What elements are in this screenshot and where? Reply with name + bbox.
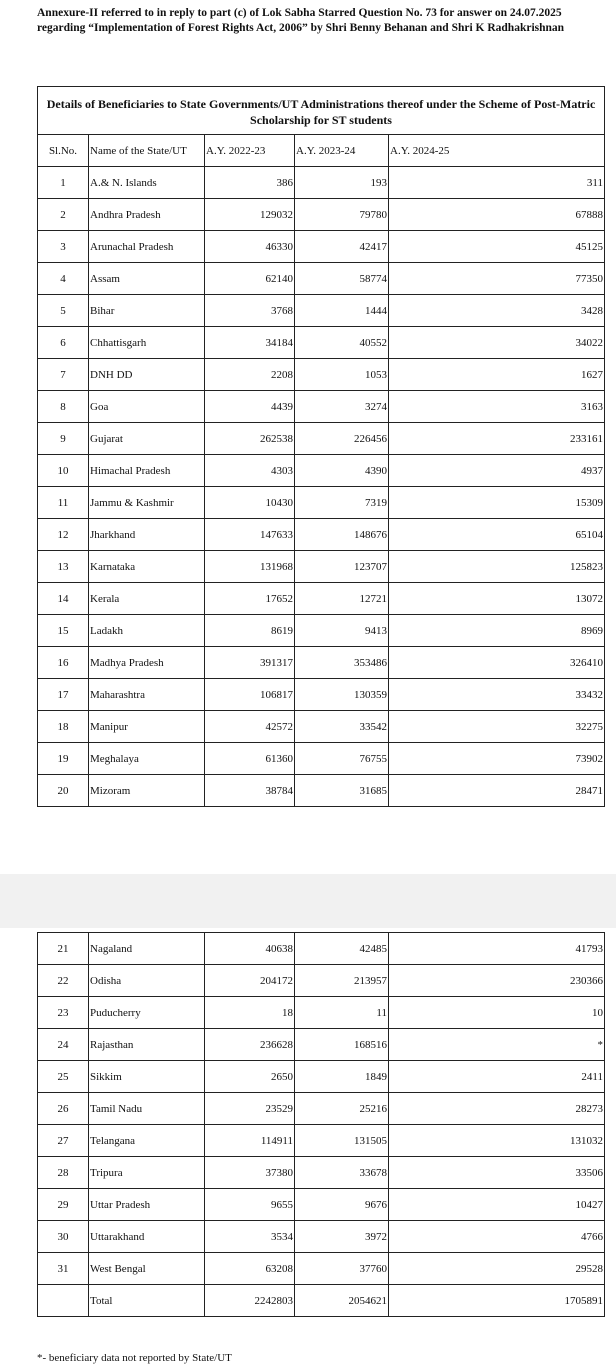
cell-sl-no: 31 (38, 1253, 89, 1285)
cell-ay-2024-25: 15309 (389, 487, 605, 519)
cell-state-name: Maharashtra (89, 679, 205, 711)
table-row (38, 1125, 605, 1157)
cell-ay-2024-25: 65104 (389, 519, 605, 551)
cell-ay-2023-24: 1849 (295, 1061, 389, 1093)
cell-ay-2022-23: 131968 (205, 551, 295, 583)
column-header-ay-2024-25: A.Y. 2024-25 (389, 135, 605, 167)
cell-ay-2022-23: 262538 (205, 423, 295, 455)
cell-state-name: Tripura (89, 1157, 205, 1189)
table-row (38, 997, 605, 1029)
table-row (38, 359, 605, 391)
cell-ay-2022-23: 3768 (205, 295, 295, 327)
cell-state-name: Telangana (89, 1125, 205, 1157)
cell-ay-2022-23: 38784 (205, 775, 295, 807)
cell-sl-no: 30 (38, 1221, 89, 1253)
table-row (38, 1189, 605, 1221)
cell-ay-2024-25: 233161 (389, 423, 605, 455)
cell-ay-2024-25: * (389, 1029, 605, 1061)
cell-ay-2022-23: 17652 (205, 583, 295, 615)
table-row (38, 231, 605, 263)
cell-ay-2023-24: 42485 (295, 933, 389, 965)
cell-ay-2022-23: 61360 (205, 743, 295, 775)
cell-ay-2024-25: 2411 (389, 1061, 605, 1093)
cell-ay-2022-23: 106817 (205, 679, 295, 711)
cell-ay-2022-23: 391317 (205, 647, 295, 679)
cell-ay-2022-23: 63208 (205, 1253, 295, 1285)
cell-state-name: Bihar (89, 295, 205, 327)
cell-ay-2023-24: 4390 (295, 455, 389, 487)
cell-ay-2023-24: 9676 (295, 1189, 389, 1221)
cell-state-name: Mizoram (89, 775, 205, 807)
cell-ay-2023-24: 42417 (295, 231, 389, 263)
table-row (38, 711, 605, 743)
cell-ay-2022-23: 2650 (205, 1061, 295, 1093)
column-header-ay-2023-24: A.Y. 2023-24 (295, 135, 389, 167)
column-header-ay-2022-23: A.Y. 2022-23 (205, 135, 295, 167)
cell-sl-no: 29 (38, 1189, 89, 1221)
cell-ay-2023-24: 79780 (295, 199, 389, 231)
cell-sl-no: 13 (38, 551, 89, 583)
cell-state-name: Puducherry (89, 997, 205, 1029)
cell-ay-2024-25: 13072 (389, 583, 605, 615)
cell-sl-no: 23 (38, 997, 89, 1029)
cell-state-name: Uttar Pradesh (89, 1189, 205, 1221)
cell-state-name: Uttarakhand (89, 1221, 205, 1253)
cell-ay-2023-24: 148676 (295, 519, 389, 551)
cell-state-name: Rajasthan (89, 1029, 205, 1061)
cell-ay-2022-23: 37380 (205, 1157, 295, 1189)
cell-sl-no (38, 1285, 89, 1317)
table-row (38, 615, 605, 647)
cell-state-name: Goa (89, 391, 205, 423)
table-row (38, 1157, 605, 1189)
cell-ay-2022-23: 40638 (205, 933, 295, 965)
cell-sl-no: 12 (38, 519, 89, 551)
cell-ay-2022-23: 204172 (205, 965, 295, 997)
total-ay-2022-23: 2242803 (205, 1285, 295, 1317)
cell-ay-2024-25: 41793 (389, 933, 605, 965)
cell-state-name: West Bengal (89, 1253, 205, 1285)
cell-state-name: Jharkhand (89, 519, 205, 551)
cell-ay-2024-25: 3428 (389, 295, 605, 327)
cell-sl-no: 28 (38, 1157, 89, 1189)
cell-ay-2022-23: 4303 (205, 455, 295, 487)
cell-ay-2023-24: 31685 (295, 775, 389, 807)
cell-sl-no: 2 (38, 199, 89, 231)
cell-ay-2024-25: 10 (389, 997, 605, 1029)
cell-sl-no: 11 (38, 487, 89, 519)
cell-sl-no: 7 (38, 359, 89, 391)
table-row (38, 647, 605, 679)
cell-state-name: DNH DD (89, 359, 205, 391)
cell-sl-no: 10 (38, 455, 89, 487)
cell-sl-no: 8 (38, 391, 89, 423)
table-row (38, 933, 605, 965)
cell-state-name: Kerala (89, 583, 205, 615)
footnote: *- beneficiary data not reported by State/UT (37, 1352, 232, 1364)
cell-ay-2023-24: 25216 (295, 1093, 389, 1125)
table-title: Details of Beneficiaries to State Governments/UT Administrations thereof under the Scheme of Post-Matric Scholarship for ST students (38, 87, 605, 135)
cell-ay-2022-23: 129032 (205, 199, 295, 231)
cell-ay-2024-25: 3163 (389, 391, 605, 423)
table-row (38, 1061, 605, 1093)
cell-sl-no: 22 (38, 965, 89, 997)
total-label: Total (89, 1285, 205, 1317)
cell-ay-2024-25: 28471 (389, 775, 605, 807)
cell-state-name: Andhra Pradesh (89, 199, 205, 231)
cell-ay-2024-25: 125823 (389, 551, 605, 583)
cell-state-name: Assam (89, 263, 205, 295)
total-ay-2024-25: 1705891 (389, 1285, 605, 1317)
cell-sl-no: 15 (38, 615, 89, 647)
cell-sl-no: 21 (38, 933, 89, 965)
cell-ay-2022-23: 2208 (205, 359, 295, 391)
cell-ay-2023-24: 168516 (295, 1029, 389, 1061)
table-row (38, 1093, 605, 1125)
cell-ay-2023-24: 1444 (295, 295, 389, 327)
cell-state-name: Himachal Pradesh (89, 455, 205, 487)
cell-ay-2023-24: 7319 (295, 487, 389, 519)
cell-ay-2024-25: 33432 (389, 679, 605, 711)
table-row (38, 775, 605, 807)
cell-sl-no: 24 (38, 1029, 89, 1061)
cell-ay-2024-25: 28273 (389, 1093, 605, 1125)
table-row (38, 1029, 605, 1061)
beneficiaries-table-part1 (37, 86, 605, 807)
cell-ay-2024-25: 8969 (389, 615, 605, 647)
cell-ay-2023-24: 3274 (295, 391, 389, 423)
cell-ay-2022-23: 8619 (205, 615, 295, 647)
annexure-heading: Annexure-II referred to in reply to part (c) of Lok Sabha Starred Question No. 73 for answer on 24.07.2025 regarding “Implementation of Forest Rights Act, 2006” by Shri Benny Behanan and Shri K Radhakrishnan (37, 7, 565, 34)
table-row (38, 1221, 605, 1253)
cell-ay-2024-25: 73902 (389, 743, 605, 775)
cell-sl-no: 3 (38, 231, 89, 263)
cell-sl-no: 26 (38, 1093, 89, 1125)
cell-ay-2024-25: 230366 (389, 965, 605, 997)
cell-state-name: Arunachal Pradesh (89, 231, 205, 263)
cell-ay-2024-25: 33506 (389, 1157, 605, 1189)
cell-ay-2022-23: 34184 (205, 327, 295, 359)
cell-state-name: Jammu & Kashmir (89, 487, 205, 519)
cell-ay-2024-25: 311 (389, 167, 605, 199)
cell-ay-2022-23: 114911 (205, 1125, 295, 1157)
cell-state-name: Chhattisgarh (89, 327, 205, 359)
cell-sl-no: 4 (38, 263, 89, 295)
cell-ay-2023-24: 9413 (295, 615, 389, 647)
cell-ay-2024-25: 10427 (389, 1189, 605, 1221)
cell-ay-2022-23: 18 (205, 997, 295, 1029)
cell-ay-2022-23: 62140 (205, 263, 295, 295)
cell-sl-no: 19 (38, 743, 89, 775)
cell-sl-no: 17 (38, 679, 89, 711)
cell-ay-2024-25: 34022 (389, 327, 605, 359)
cell-state-name: Ladakh (89, 615, 205, 647)
cell-ay-2024-25: 29528 (389, 1253, 605, 1285)
cell-ay-2024-25: 1627 (389, 359, 605, 391)
table-row (38, 965, 605, 997)
cell-ay-2023-24: 37760 (295, 1253, 389, 1285)
cell-state-name: Karnataka (89, 551, 205, 583)
cell-state-name: Odisha (89, 965, 205, 997)
table-row (38, 743, 605, 775)
cell-ay-2023-24: 11 (295, 997, 389, 1029)
cell-ay-2024-25: 131032 (389, 1125, 605, 1157)
cell-state-name: A.& N. Islands (89, 167, 205, 199)
cell-ay-2023-24: 33678 (295, 1157, 389, 1189)
cell-ay-2024-25: 67888 (389, 199, 605, 231)
cell-ay-2022-23: 3534 (205, 1221, 295, 1253)
cell-sl-no: 20 (38, 775, 89, 807)
cell-ay-2024-25: 4766 (389, 1221, 605, 1253)
cell-ay-2023-24: 131505 (295, 1125, 389, 1157)
cell-ay-2022-23: 9655 (205, 1189, 295, 1221)
cell-ay-2023-24: 3972 (295, 1221, 389, 1253)
cell-state-name: Gujarat (89, 423, 205, 455)
cell-ay-2024-25: 32275 (389, 711, 605, 743)
cell-ay-2023-24: 58774 (295, 263, 389, 295)
cell-ay-2024-25: 45125 (389, 231, 605, 263)
column-header-sl-no: Sl.No. (38, 135, 89, 167)
table-row (38, 679, 605, 711)
cell-ay-2023-24: 226456 (295, 423, 389, 455)
table-row (38, 391, 605, 423)
cell-ay-2023-24: 353486 (295, 647, 389, 679)
cell-sl-no: 18 (38, 711, 89, 743)
table-row (38, 263, 605, 295)
table-row (38, 583, 605, 615)
cell-ay-2022-23: 236628 (205, 1029, 295, 1061)
table-row (38, 455, 605, 487)
cell-ay-2023-24: 40552 (295, 327, 389, 359)
total-row (38, 1285, 605, 1317)
table-row (38, 487, 605, 519)
cell-state-name: Sikkim (89, 1061, 205, 1093)
total-ay-2023-24: 2054621 (295, 1285, 389, 1317)
cell-state-name: Tamil Nadu (89, 1093, 205, 1125)
cell-ay-2023-24: 76755 (295, 743, 389, 775)
cell-ay-2024-25: 77350 (389, 263, 605, 295)
table-row (38, 423, 605, 455)
cell-sl-no: 25 (38, 1061, 89, 1093)
cell-sl-no: 1 (38, 167, 89, 199)
cell-state-name: Meghalaya (89, 743, 205, 775)
table-row (38, 519, 605, 551)
cell-ay-2022-23: 4439 (205, 391, 295, 423)
cell-sl-no: 5 (38, 295, 89, 327)
cell-ay-2023-24: 12721 (295, 583, 389, 615)
cell-ay-2024-25: 4937 (389, 455, 605, 487)
table-row (38, 327, 605, 359)
cell-sl-no: 6 (38, 327, 89, 359)
table-row (38, 1253, 605, 1285)
cell-sl-no: 16 (38, 647, 89, 679)
cell-ay-2023-24: 193 (295, 167, 389, 199)
cell-ay-2022-23: 42572 (205, 711, 295, 743)
cell-ay-2022-23: 23529 (205, 1093, 295, 1125)
cell-ay-2023-24: 33542 (295, 711, 389, 743)
table-row (38, 295, 605, 327)
cell-sl-no: 14 (38, 583, 89, 615)
cell-ay-2023-24: 130359 (295, 679, 389, 711)
cell-sl-no: 27 (38, 1125, 89, 1157)
column-header-state: Name of the State/UT (89, 135, 205, 167)
cell-ay-2023-24: 123707 (295, 551, 389, 583)
cell-ay-2023-24: 213957 (295, 965, 389, 997)
cell-state-name: Nagaland (89, 933, 205, 965)
table-row (38, 199, 605, 231)
cell-ay-2022-23: 386 (205, 167, 295, 199)
cell-ay-2023-24: 1053 (295, 359, 389, 391)
beneficiaries-table-part2 (37, 932, 605, 1317)
cell-ay-2022-23: 10430 (205, 487, 295, 519)
cell-sl-no: 9 (38, 423, 89, 455)
cell-ay-2022-23: 147633 (205, 519, 295, 551)
cell-state-name: Madhya Pradesh (89, 647, 205, 679)
table-row (38, 551, 605, 583)
page-separator (0, 874, 616, 928)
cell-ay-2024-25: 326410 (389, 647, 605, 679)
table-row (38, 167, 605, 199)
cell-ay-2022-23: 46330 (205, 231, 295, 263)
cell-state-name: Manipur (89, 711, 205, 743)
